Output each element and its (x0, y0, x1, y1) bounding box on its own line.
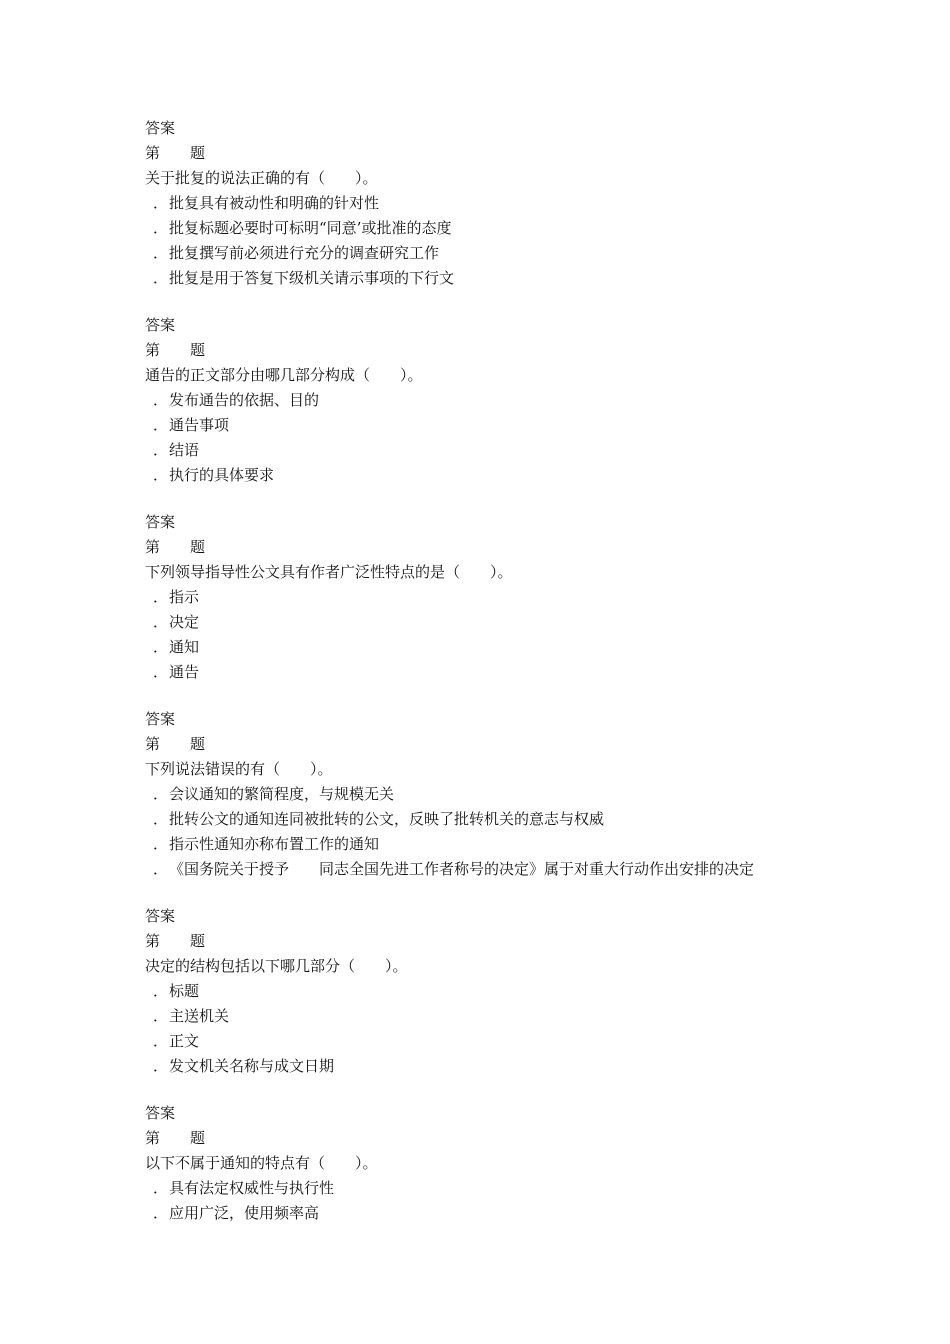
option-marker: ． (153, 663, 169, 681)
option-item (145, 782, 925, 807)
option-text: 主送机关 (169, 1007, 230, 1025)
option-text: 会议通知的繁简程度，与规模无关 (169, 785, 395, 803)
question-number: 第 题 (145, 341, 206, 359)
option-item (145, 1054, 925, 1079)
option-marker: ． (153, 466, 169, 484)
option-marker: ． (153, 860, 169, 878)
document-page (145, 116, 925, 1226)
option-marker: ． (153, 194, 169, 212)
option-marker: ． (153, 1007, 169, 1025)
option-marker: ． (153, 785, 169, 803)
question-number: 第 题 (145, 1129, 206, 1147)
option-text: 具有法定权威性与执行性 (169, 1179, 335, 1197)
option-item (145, 1029, 925, 1054)
option-item (145, 413, 925, 438)
option-item (145, 807, 925, 832)
option-marker: ． (153, 219, 169, 237)
option-item (145, 438, 925, 463)
option-marker: ． (153, 416, 169, 434)
question-block (145, 510, 925, 685)
option-text: 通告事项 (169, 416, 230, 434)
answer-label: 答案 (145, 513, 176, 531)
option-item (145, 585, 925, 610)
option-marker: ． (153, 244, 169, 262)
option-text: 批复撰写前必须进行充分的调查研究工作 (169, 244, 440, 262)
option-text: 正文 (169, 1032, 200, 1050)
option-marker: ． (153, 441, 169, 459)
option-item (145, 463, 925, 488)
option-marker: ． (153, 391, 169, 409)
option-marker: ． (153, 1032, 169, 1050)
option-item (145, 241, 925, 266)
answer-label: 答案 (145, 907, 176, 925)
option-item (145, 635, 925, 660)
option-item (145, 1004, 925, 1029)
option-marker: ． (153, 613, 169, 631)
option-marker: ． (153, 835, 169, 853)
option-marker: ． (153, 1057, 169, 1075)
option-marker: ． (153, 269, 169, 287)
option-item (145, 1176, 925, 1201)
question-number: 第 题 (145, 144, 206, 162)
option-marker: ． (153, 588, 169, 606)
question-block (145, 904, 925, 1079)
question-stem: 以下不属于通知的特点有（ ）。 (145, 1154, 378, 1172)
question-block (145, 116, 925, 291)
question-stem: 通告的正文部分由哪几部分构成（ ）。 (145, 366, 423, 384)
option-marker: ． (153, 810, 169, 828)
option-item (145, 660, 925, 685)
option-text: 结语 (169, 441, 200, 459)
option-item (145, 832, 925, 857)
option-item (145, 610, 925, 635)
option-text: 指示性通知亦称布置工作的通知 (169, 835, 380, 853)
option-text: 指示 (169, 588, 200, 606)
question-block (145, 707, 925, 882)
option-text: 《国务院关于授予 同志全国先进工作者称号的决定》属于对重大行动作出安排的决定 (169, 860, 755, 878)
option-text: 通知 (169, 638, 200, 656)
answer-label: 答案 (145, 119, 176, 137)
question-number: 第 题 (145, 538, 206, 556)
option-text: 批复是用于答复下级机关请示事项的下行文 (169, 269, 455, 287)
answer-label: 答案 (145, 710, 176, 728)
question-number: 第 题 (145, 735, 206, 753)
option-item (145, 857, 925, 882)
question-stem: 下列领导指导性公文具有作者广泛性特点的是（ ）。 (145, 563, 513, 581)
option-text: 执行的具体要求 (169, 466, 275, 484)
option-item (145, 979, 925, 1004)
option-text: 标题 (169, 982, 200, 1000)
option-text: 发文机关名称与成文日期 (169, 1057, 335, 1075)
question-block (145, 1101, 925, 1226)
option-text: 通告 (169, 663, 200, 681)
option-marker: ． (153, 982, 169, 1000)
option-text: 决定 (169, 613, 200, 631)
option-marker: ． (153, 1204, 169, 1222)
option-item (145, 191, 925, 216)
question-stem: 决定的结构包括以下哪几部分（ ）。 (145, 957, 408, 975)
question-block (145, 313, 925, 488)
option-text: 批复标题必要时可标明“同意’或批准的态度 (169, 219, 452, 237)
option-item (145, 266, 925, 291)
option-item (145, 388, 925, 413)
option-item (145, 216, 925, 241)
answer-label: 答案 (145, 316, 176, 334)
option-marker: ． (153, 1179, 169, 1197)
question-number: 第 题 (145, 932, 206, 950)
option-text: 批转公文的通知连同被批转的公文，反映了批转机关的意志与权威 (169, 810, 605, 828)
option-text: 批复具有被动性和明确的针对性 (169, 194, 380, 212)
option-item (145, 1201, 925, 1226)
option-text: 应用广泛，使用频率高 (169, 1204, 320, 1222)
answer-label: 答案 (145, 1104, 176, 1122)
option-text: 发布通告的依据、目的 (169, 391, 320, 409)
question-stem: 关于批复的说法正确的有（ ）。 (145, 169, 378, 187)
question-stem: 下列说法错误的有（ ）。 (145, 760, 333, 778)
option-marker: ． (153, 638, 169, 656)
